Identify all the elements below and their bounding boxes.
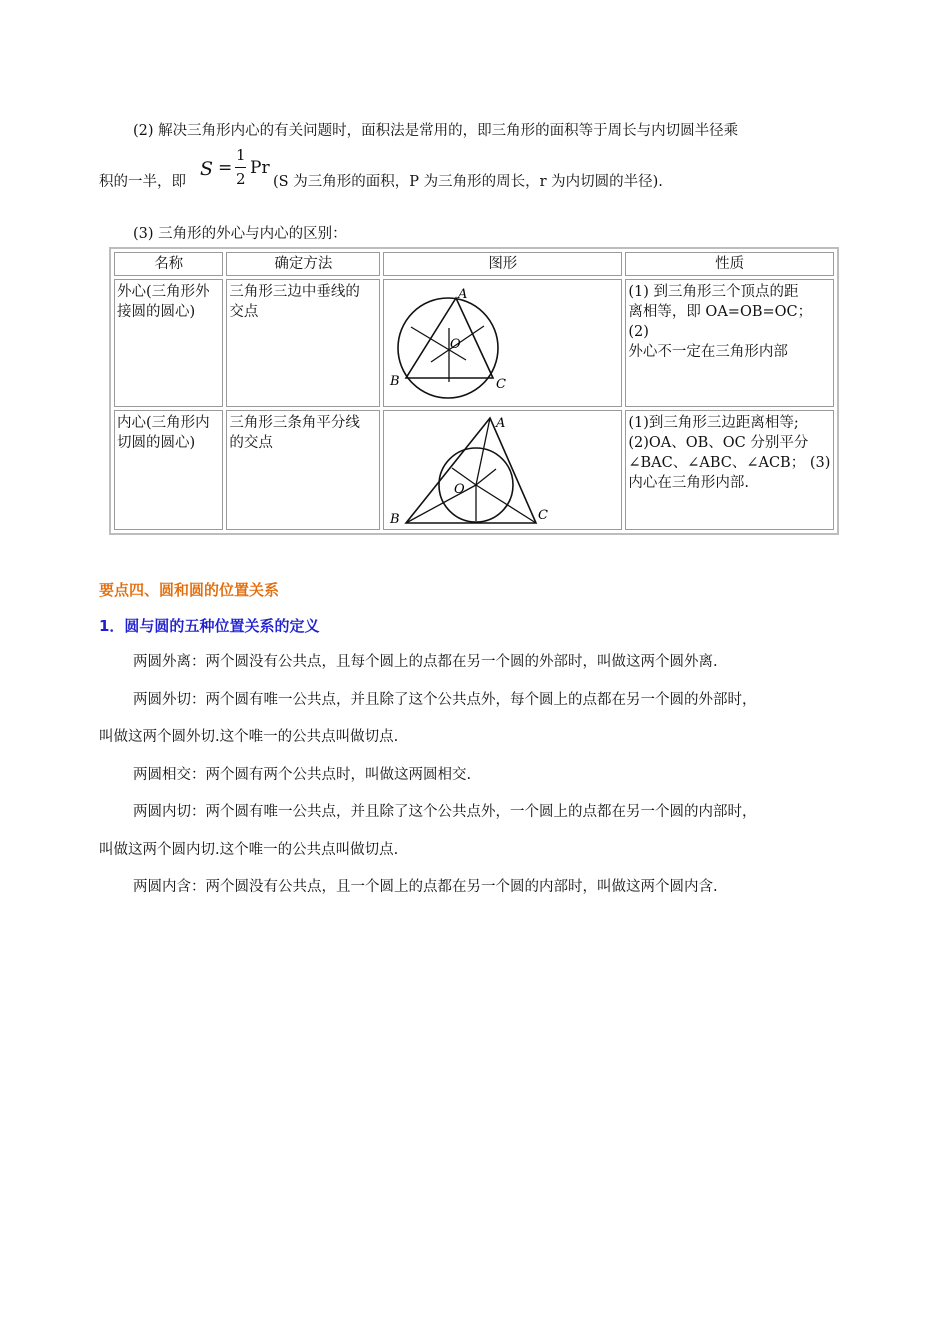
definition-contained: 两圆内含：两个圆没有公共点，且一个圆上的点都在另一个圆的内部时，叫做这两个圆内含.: [133, 879, 718, 895]
definition-internal-tangent-line-1: 两圆内切：两个圆有唯一公共点，并且除了这个公共点外，一个圆上的点都在另一个圆的内部时，: [133, 804, 757, 820]
cell-property: [625, 410, 834, 530]
formula-tail: Pr: [250, 158, 270, 178]
cell-property: [625, 279, 834, 407]
point-2-line-2-post: (S 为三角形的面积，P 为三角形的周长，r 为内切圆的半径).: [273, 174, 663, 190]
triangle-abc: [406, 418, 536, 523]
subsection-heading: 1．圆与圆的五种位置关系的定义: [99, 617, 320, 635]
formula-denominator: 2: [236, 170, 246, 188]
label-b: B: [390, 374, 400, 389]
fraction-bar: [235, 167, 246, 168]
name-line: 切圆的圆心): [117, 435, 196, 451]
label-c: C: [538, 508, 549, 523]
name-line: 外心(三角形外: [117, 284, 210, 300]
header-figure: 图形: [383, 252, 622, 276]
comparison-table: [109, 247, 839, 535]
definition-external-tangent-line-1: 两圆外切：两个圆有唯一公共点，并且除了这个公共点外，每个圆上的点都在另一个圆的外部时，: [133, 692, 757, 708]
table-row: [114, 410, 834, 530]
label-c: C: [496, 377, 507, 392]
header-property: 性质: [625, 252, 834, 276]
property-line: ∠BAC、∠ABC、∠ACB； (3): [628, 455, 831, 471]
label-b: B: [390, 512, 400, 527]
property-line: 离相等，即 OA=OB=OC；(2): [628, 304, 813, 340]
property-line: (1) 到三角形三个顶点的距: [628, 284, 799, 300]
name-line: 内心(三角形内: [117, 415, 210, 431]
label-a: A: [458, 287, 468, 302]
point-2-line-2-pre: 积的一半，即: [99, 174, 186, 190]
method-line: 交点: [229, 304, 259, 320]
method-line: 的交点: [229, 435, 273, 451]
property-line: (2)OA、OB、OC 分别平分: [628, 435, 809, 451]
cell-figure: [383, 279, 622, 407]
cell-method: [226, 410, 380, 530]
definition-external-tangent-line-2: 叫做这两个圆外切.这个唯一的公共点叫做切点.: [99, 729, 399, 745]
point-3: (3) 三角形的外心与内心的区别：: [133, 226, 347, 242]
name-line: 接圆的圆心): [117, 304, 196, 320]
cell-method: [226, 279, 380, 407]
point-2-line-1: (2) 解决三角形内心的有关问题时，面积法是常用的，即三角形的面积等于周长与内切圆半径乘: [133, 123, 739, 139]
property-line: (1)到三角形三边距离相等;: [628, 415, 799, 431]
definition-separate: 两圆外离：两个圆没有公共点，且每个圆上的点都在另一个圆的外部时，叫做这两个圆外离.: [133, 654, 718, 670]
definition-internal-tangent-line-2: 叫做这两个圆内切.这个唯一的公共点叫做切点.: [99, 842, 399, 858]
label-a: A: [496, 416, 506, 431]
cell-figure: [383, 410, 622, 530]
header-name: 名称: [114, 252, 223, 276]
bisector-b: [406, 485, 476, 523]
cell-name: [114, 279, 223, 407]
area-formula: [200, 146, 270, 192]
property-line: 外心不一定在三角形内部: [628, 344, 788, 360]
formula-equals: =: [218, 158, 233, 178]
formula-numerator: 1: [236, 146, 246, 164]
definition-intersect: 两圆相交：两个圆有两个公共点时，叫做这两圆相交.: [133, 767, 472, 783]
label-o: O: [450, 337, 461, 352]
method-line: 三角形三边中垂线的: [229, 284, 360, 300]
header-method: 确定方法: [226, 252, 380, 276]
cell-name: [114, 410, 223, 530]
circumcircle: [398, 298, 498, 398]
table-row: [114, 279, 834, 407]
incenter-figure: [386, 413, 616, 527]
property-line: 内心在三角形内部.: [628, 475, 749, 491]
label-o: O: [454, 482, 465, 497]
table-header-row: [114, 252, 834, 276]
method-line: 三角形三条角平分线: [229, 415, 360, 431]
formula-lhs: S: [200, 158, 214, 180]
circumcenter-figure: [386, 282, 616, 404]
section-heading: 要点四、圆和圆的位置关系: [99, 581, 280, 599]
